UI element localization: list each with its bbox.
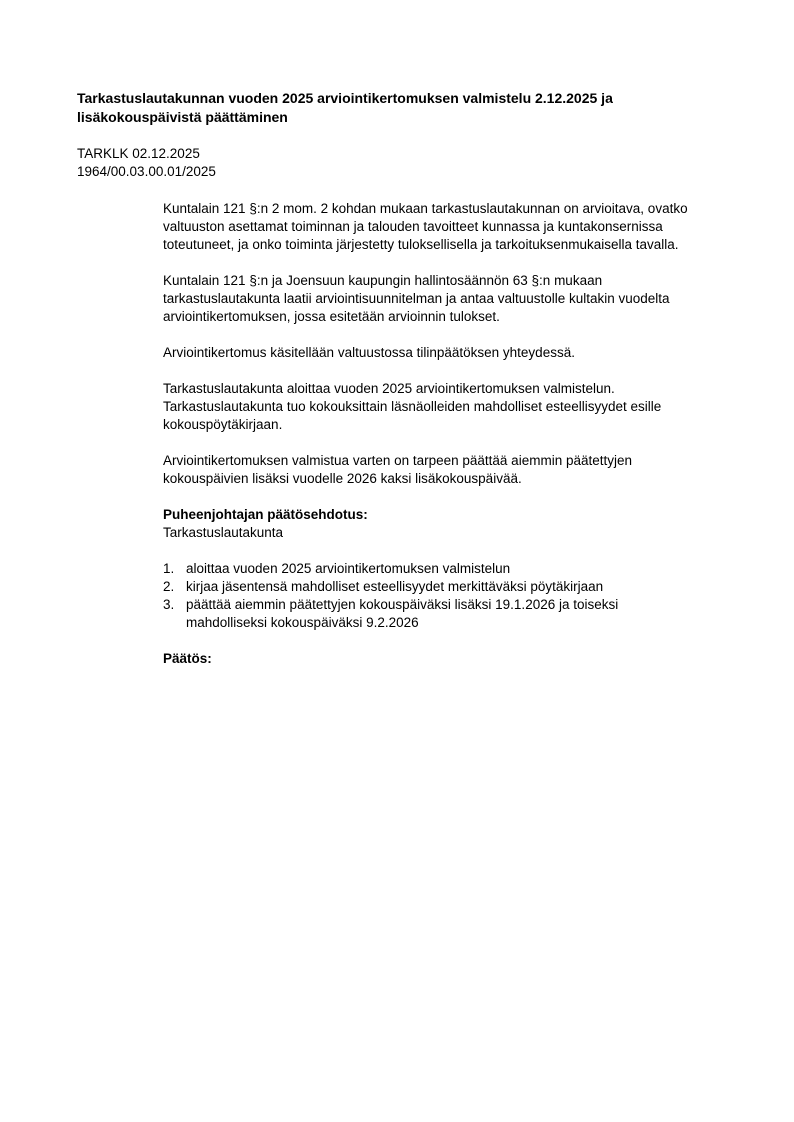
list-item xyxy=(163,578,703,596)
list-item-text: kirjaa jäsentensä mahdolliset esteellisyydet merkittäväksi pöytäkirjaan xyxy=(186,579,604,594)
paragraph: Arviointikertomus käsitellään valtuustossa tilinpäätöksen yhteydessä. xyxy=(163,345,575,360)
paragraph: Tarkastuslautakunta aloittaa vuoden 2025 arviointikertomuksen valmistelun. Tarkastuslautakunta tuo kokouksittain läsnäolleiden mahdolliset esteellisyydet esille kokouspöytäkirjaan. xyxy=(163,381,662,432)
meeting-reference: TARKLK 02.12.2025 xyxy=(77,146,200,161)
list-item-number: 1. xyxy=(163,561,175,576)
document-meta xyxy=(77,145,216,181)
paragraph: Arviointikertomuksen valmistua varten on tarpeen päättää aiemmin päätettyjen kokouspäivien lisäksi vuodelle 2026 kaksi lisäkokouspäivää. xyxy=(163,453,632,486)
case-number: 1964/00.03.00.01/2025 xyxy=(77,164,216,179)
list-item xyxy=(163,596,703,632)
proposal-list xyxy=(163,560,703,632)
list-item-number: 3. xyxy=(163,597,175,612)
proposal-heading: Puheenjohtajan päätösehdotus: xyxy=(163,507,368,522)
list-item-text: aloittaa vuoden 2025 arviointikertomuksen valmistelun xyxy=(186,561,511,576)
document-title: Tarkastuslautakunnan vuoden 2025 arviointikertomuksen valmistelu 2.12.2025 ja lisäkokouspäivistä päättäminen xyxy=(77,90,613,125)
paragraph: Kuntalain 121 §:n 2 mom. 2 kohdan mukaan tarkastuslautakunnan on arvioitava, ovatko valtuuston asettamat toiminnan ja talouden tavoitteet kunnassa ja kuntakonsernissa toteutuneet, ja onko toiminta järjestetty tuloksellisella ja tarkoituksenmukaisella tavalla. xyxy=(163,201,688,252)
list-item-text: päättää aiemmin päätettyjen kokouspäiväksi lisäksi 19.1.2026 ja toiseksi mahdolliseksi kokouspäiväksi 9.2.2026 xyxy=(186,597,619,630)
proposal-subject: Tarkastuslautakunta xyxy=(163,525,284,540)
list-item xyxy=(163,560,703,578)
document-body xyxy=(163,200,703,668)
decision-heading: Päätös: xyxy=(163,651,212,666)
list-item-number: 2. xyxy=(163,579,175,594)
paragraph: Kuntalain 121 §:n ja Joensuun kaupungin hallintosäännön 63 §:n mukaan tarkastuslautakunta laatii arviointisuunnitelman ja antaa valtuustolle kultakin vuodelta arviointikertomuksen, jossa esitetään arvioinnin tulokset. xyxy=(163,273,670,324)
